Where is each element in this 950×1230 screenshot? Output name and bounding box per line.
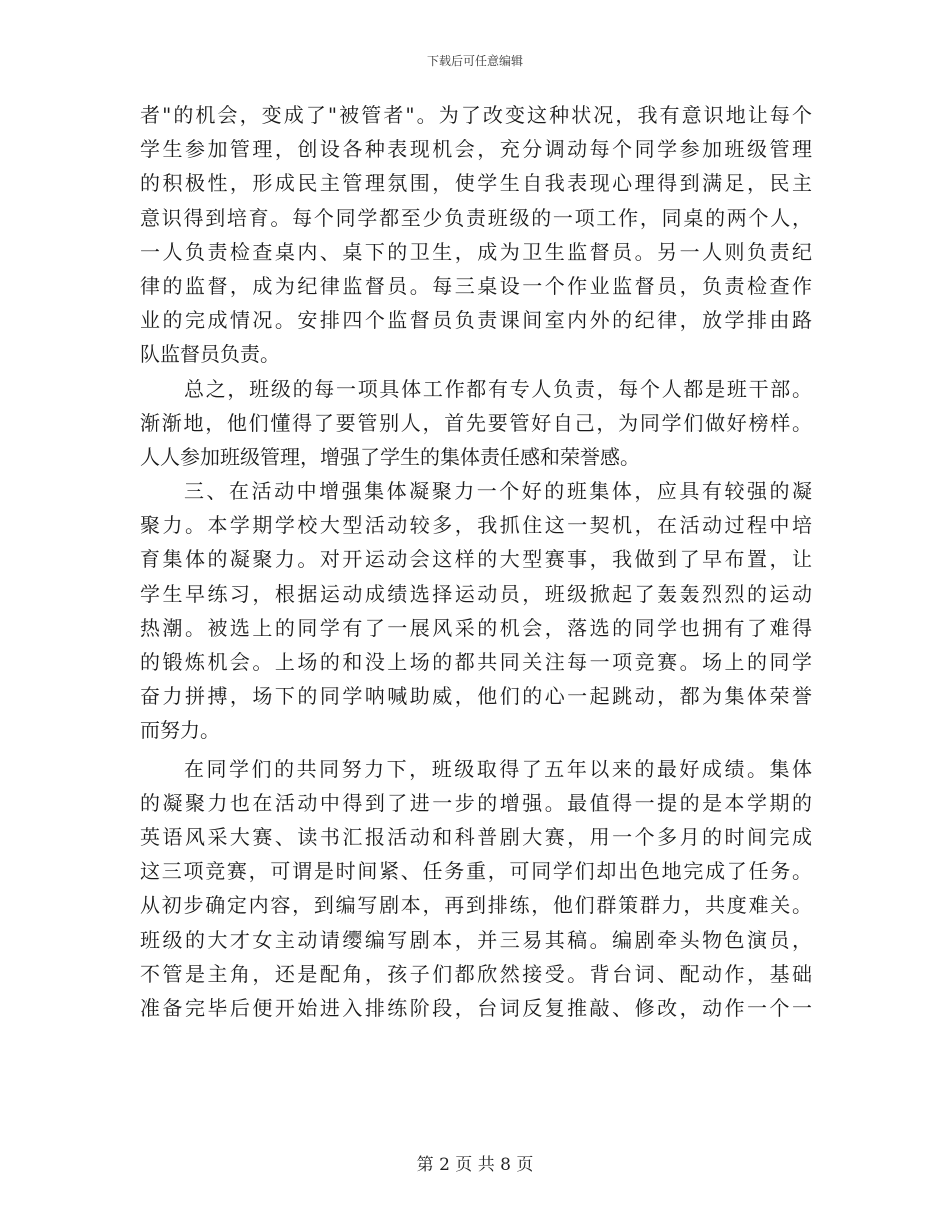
text-line: 不管是主角，还是配角，孩子们都欣然接受。背台词、配动作，基础 xyxy=(140,961,812,986)
page-header: 下载后可任意编辑 xyxy=(426,54,523,68)
paragraph xyxy=(140,752,812,1026)
text-line: 奋力拼搏，场下的同学呐喊助威，他们的心一起跳动，都为集体荣誉 xyxy=(140,684,812,709)
document-body xyxy=(140,98,812,1025)
text-line: 聚力。本学期学校大型活动较多，我抓住这一契机，在活动过程中培 xyxy=(140,513,812,538)
text-line: 育集体的凝聚力。对开运动会这样的大型赛事，我做到了早布置，让 xyxy=(140,547,812,572)
text-line: 而努力。 xyxy=(140,718,220,743)
text-line: 律的监督，成为纪律监督员。每三桌设一个作业监督员，负责检查作 xyxy=(140,273,812,298)
paragraph xyxy=(140,474,812,748)
text-line: 学生早练习，根据运动成绩选择运动员，班级掀起了轰轰烈烈的运动 xyxy=(140,581,812,606)
page-footer: 第 2 页 共 8 页 xyxy=(416,1155,534,1175)
text-line: 总之，班级的每一项具体工作都有专人负责，每个人都是班干部。 xyxy=(184,376,812,401)
text-line: 业的完成情况。安排四个监督员负责课间室内外的纪律，放学排由路 xyxy=(140,308,812,333)
text-line: 的积极性，形成民主管理氛围，使学生自我表现心理得到满足，民主 xyxy=(140,171,812,196)
text-line: 的锻炼机会。上场的和没上场的都共同关注每一项竞赛。场上的同学 xyxy=(140,650,812,674)
paragraph xyxy=(140,98,812,372)
text-line: 一人负责检查桌内、桌下的卫生，成为卫生监督员。另一人则负责纪 xyxy=(140,239,812,264)
text-line: 班级的大才女主动请缨编写剧本，并三易其稿。编剧牵头物色演员， xyxy=(140,927,812,952)
text-line: 人人参加班级管理，增强了学生的集体责任感和荣誉感。 xyxy=(140,444,640,469)
text-line: 者"的机会，变成了"被管者"。为了改变这种状况，我有意识地让每个 xyxy=(140,103,812,127)
text-line: 意识得到培育。每个同学都至少负责班级的一项工作，同桌的两个人， xyxy=(140,205,812,230)
text-line: 热潮。被选上的同学有了一展风采的机会，落选的同学也拥有了难得 xyxy=(140,615,812,640)
text-line: 在同学们的共同努力下，班级取得了五年以来的最好成绩。集体 xyxy=(184,756,812,781)
text-line: 从初步确定内容，到编写剧本，再到排练，他们群策群力，共度难关。 xyxy=(140,893,812,918)
text-line: 队监督员负责。 xyxy=(140,342,280,367)
text-line: 准备完毕后便开始进入排练阶段，台词反复推敲、修改，动作一个一 xyxy=(140,995,812,1020)
text-line: 这三项竞赛，可谓是时间紧、任务重，可同学们却出色地完成了任务。 xyxy=(140,859,812,884)
paragraph xyxy=(140,372,812,475)
text-line: 学生参加管理，创设各种表现机会，充分调动每个同学参加班级管理 xyxy=(140,137,812,162)
text-line: 渐渐地，他们懂得了要管别人，首先要管好自己，为同学们做好榜样。 xyxy=(140,410,812,435)
text-line: 英语风采大赛、读书汇报活动和科普剧大赛，用一个多月的时间完成 xyxy=(140,824,812,849)
text-line: 的凝聚力也在活动中得到了进一步的增强。最值得一提的是本学期的 xyxy=(140,790,812,815)
text-line: 三、在活动中增强集体凝聚力一个好的班集体，应具有较强的凝 xyxy=(184,479,812,504)
